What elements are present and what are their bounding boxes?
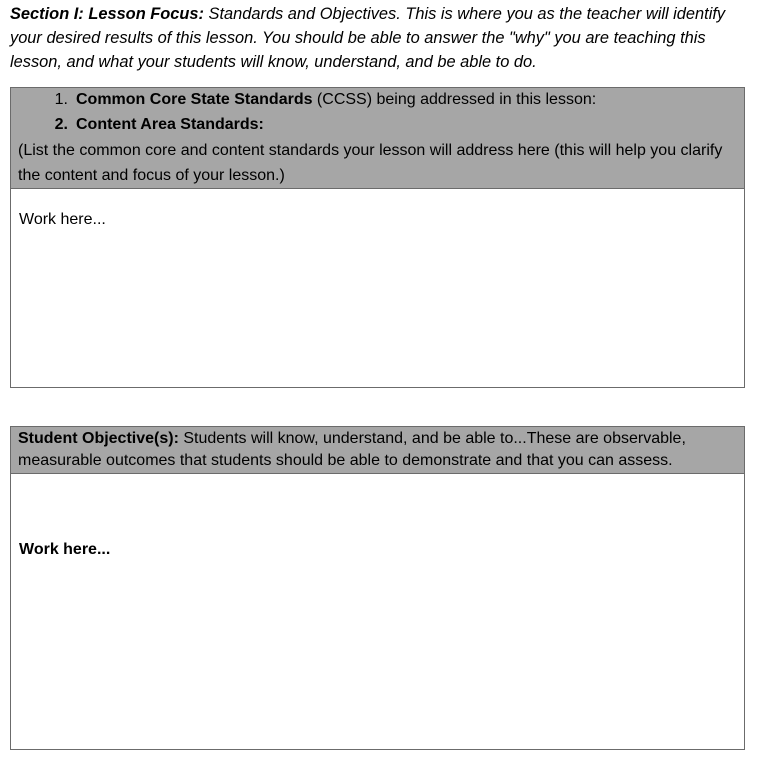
standards-item-text xyxy=(76,113,264,138)
objective-work-area[interactable]: Work here... xyxy=(19,541,111,558)
objective-label: Student Objective(s): xyxy=(18,430,179,447)
objective-text: Students will know, understand, and be able to...These are observable, measurable outcomes that students should be able to demonstrate and that you can assess. xyxy=(18,430,686,469)
standards-item-ccss xyxy=(18,88,737,113)
standards-item-label: Content Area Standards: xyxy=(76,116,264,133)
section-description: Standards and Objectives. This is where you as the teacher will identify your desired results of this lesson. You should be able to answer the "why" you are teaching this lesson, and what your students will know, understand, and be able to do. xyxy=(10,5,726,71)
standards-item-content-area xyxy=(18,113,737,138)
standards-item-number: 1. xyxy=(54,91,68,108)
section-heading: Section I: Lesson Focus: xyxy=(10,5,204,23)
objective-header xyxy=(11,427,744,474)
standards-item-text xyxy=(76,88,596,113)
standards-box xyxy=(10,87,745,388)
standards-work-area[interactable]: Work here... xyxy=(19,211,106,228)
standards-item-label: Common Core State Standards xyxy=(76,91,313,108)
objective-description xyxy=(18,427,737,472)
objective-box xyxy=(10,426,745,750)
standards-item-rest: (CCSS) being addressed in this lesson: xyxy=(312,91,597,108)
standards-item-number: 2. xyxy=(54,116,68,133)
standards-header xyxy=(11,88,744,189)
standards-note: (List the common core and content standards your lesson will address here (this will help you clarify the content and focus of your lesson.) xyxy=(18,142,723,184)
section-intro xyxy=(10,2,750,74)
